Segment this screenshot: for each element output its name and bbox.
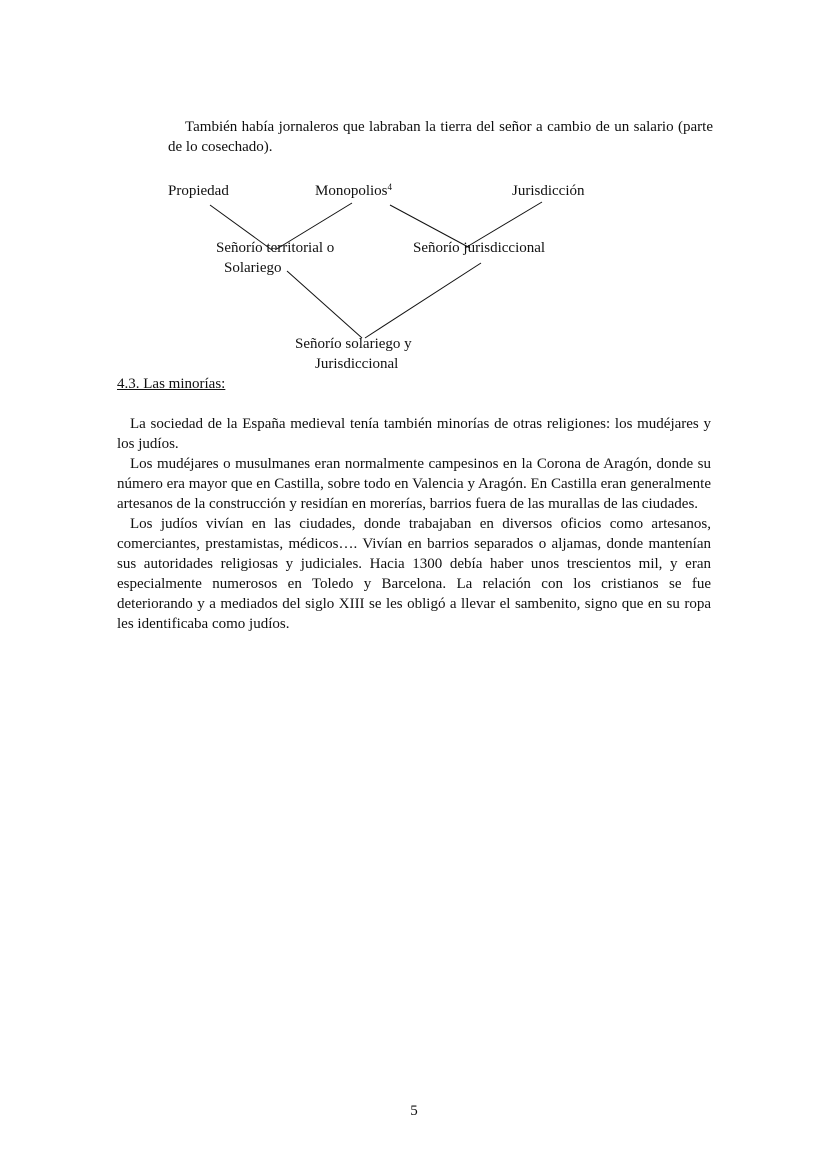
- footnote-marker: 4: [387, 182, 393, 192]
- line-territorial-to-solariego: [287, 271, 362, 338]
- paragraph-mudejares: Los mudéjares o musulmanes eran normalmente campesinos en la Corona de Aragón, donde su número era mayor que en Castilla, sobre todo en Valencia y Aragón. En Castilla eran generalmente artesanos de la construcción y residían en morerías, barrios fuera de las murallas de las ciudades.: [117, 456, 711, 512]
- node-propiedad: Propiedad: [168, 183, 229, 199]
- node-senorio-territorial-line2: Solariego: [224, 260, 282, 276]
- node-senorio-solariego-line1: Señorío solariego y: [295, 336, 412, 352]
- section-heading: 4.3. Las minorías:: [117, 376, 226, 392]
- line-jurisdiccional-to-solariego: [365, 263, 481, 338]
- paragraph-minorias: La sociedad de la España medieval tenía también minorías de otras religiones: los mudéjares y los judíos.: [117, 416, 711, 452]
- node-monopolios: [315, 181, 392, 201]
- page-number: 5: [410, 1103, 418, 1119]
- node-senorio-territorial-line1: Señorío territorial o: [216, 240, 335, 256]
- diagram-connectors: [0, 0, 828, 400]
- intro-paragraph: También había jornaleros que labraban la tierra del señor a cambio de un salario (parte de lo cosechado).: [168, 119, 713, 155]
- node-monopolios-label: Monopolios: [315, 183, 388, 199]
- paragraph-judios: Los judíos vivían en las ciudades, donde trabajaban en diversos oficios como artesanos, comerciantes, prestamistas, médicos…. Vivían en barrios separados o aljamas, donde mantenían sus autoridades religiosas y judiciales. Hacia 1300 debía haber unos trescientos mil, y eran especialmente numerosos en Toledo y Barcelona. La relación con los cristianos se fue deteriorando y a mediados del siglo XIII se les obligó a llevar el sambenito, signo que en su ropa les identificaba como judíos.: [117, 516, 711, 632]
- node-senorio-jurisdiccional: Señorío jurisdiccional: [413, 240, 546, 256]
- node-jurisdiccion: Jurisdicción: [512, 183, 585, 199]
- section-body: [117, 414, 711, 634]
- node-senorio-solariego-line2: Jurisdiccional: [315, 356, 399, 372]
